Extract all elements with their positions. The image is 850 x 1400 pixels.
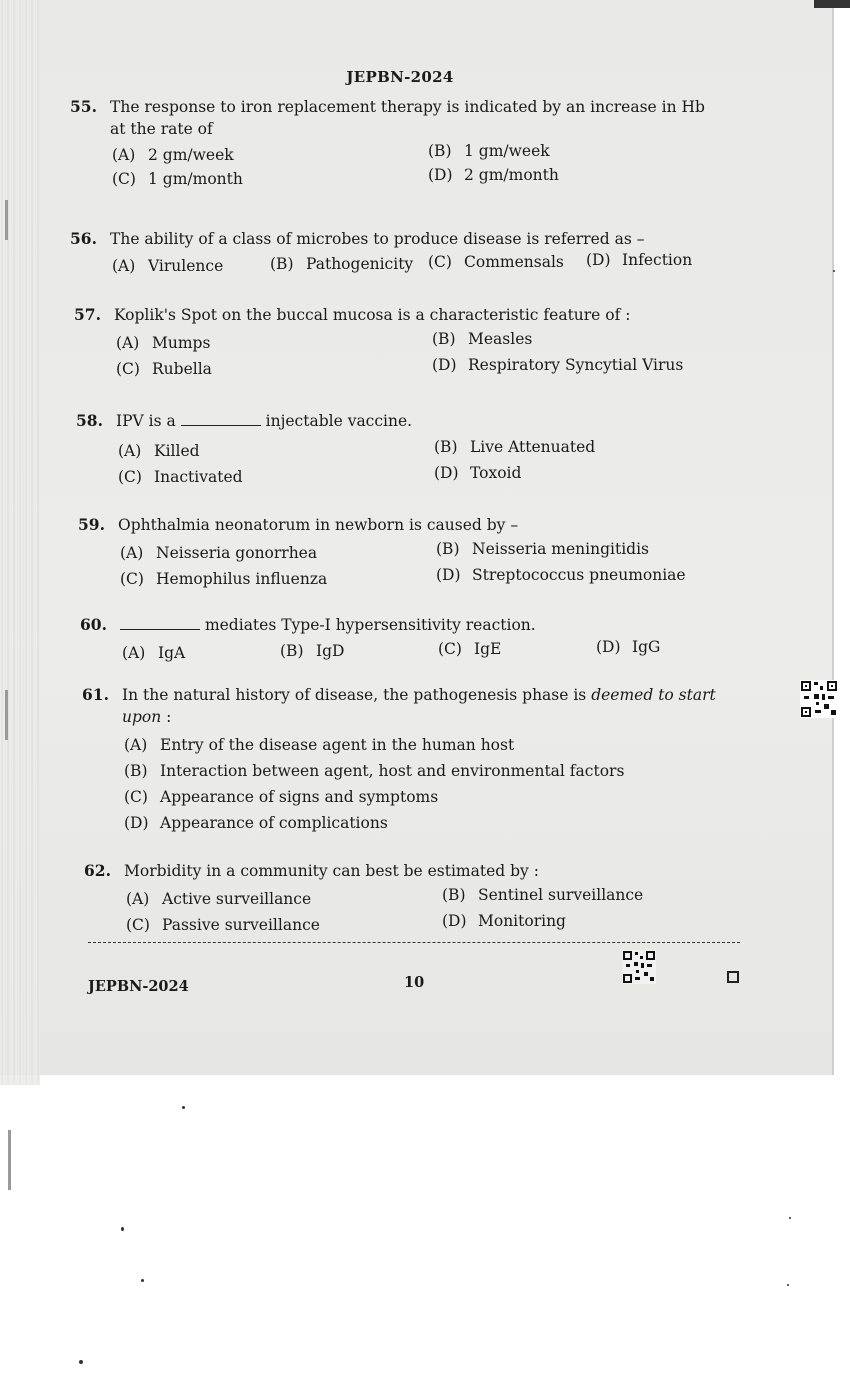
question-number: 58. [76, 411, 103, 430]
question-58 [76, 410, 736, 490]
question-number: 61. [82, 685, 109, 704]
option-b: (B) Sentinel surveillance [442, 886, 644, 904]
question-text: IPV is a injectable vaccine. [116, 412, 413, 430]
option-c: (C) Passive surveillance [126, 916, 320, 934]
option-c: (C) 1 gm/month [112, 170, 243, 188]
question-60 [80, 614, 740, 668]
question-number: 55. [70, 97, 97, 116]
scan-speck [182, 1106, 185, 1109]
option-d: (D) Infection [586, 251, 693, 269]
question-number: 59. [78, 515, 105, 534]
option-a: (A) Active surveillance [126, 890, 312, 908]
scan-speck [833, 270, 835, 272]
option-a: (A) Virulence [112, 257, 224, 275]
option-a: (A) Mumps [116, 334, 211, 352]
option-b: (B) Pathogenicity [270, 255, 414, 273]
question-56 [70, 228, 730, 281]
scan-speck [789, 1217, 791, 1219]
option-b: (B) Live Attenuated [434, 438, 596, 456]
question-number: 56. [70, 229, 97, 248]
question-text: Morbidity in a community can best be estimated by : [124, 862, 539, 880]
footer-divider [88, 942, 740, 943]
binder-mark [5, 200, 8, 240]
scan-speck [141, 1279, 144, 1282]
question-number: 60. [80, 615, 107, 634]
scan-speck [121, 1227, 124, 1231]
question-57 [74, 304, 734, 384]
scan-speck [79, 1360, 83, 1364]
option-b: (B) Interaction between agent, host and environmental factors [124, 762, 625, 780]
corner-scan-mark [814, 0, 850, 8]
option-c: (C) Appearance of signs and symptoms [124, 788, 439, 806]
option-d: (D) 2 gm/month [428, 166, 559, 184]
qr-code-icon [622, 950, 656, 984]
option-a: (A) Killed [118, 442, 200, 460]
question-59 [78, 514, 738, 594]
option-c: (C) Inactivated [118, 468, 243, 486]
option-d: (D) Monitoring [442, 912, 566, 930]
question-text: The response to iron replacement therapy is indicated by an increase in Hb at the rate of [110, 98, 705, 138]
question-text: Koplik's Spot on the buccal mucosa is a characteristic feature of : [114, 306, 631, 324]
page-title: JEPBN-2024 [346, 68, 454, 86]
option-b: (B) Neisseria meningitidis [436, 540, 650, 558]
question-text: Ophthalmia neonatorum in newborn is caused by – [118, 516, 519, 534]
option-b: (B) Measles [432, 330, 533, 348]
option-d: (D) Appearance of complications [124, 814, 388, 832]
question-number: 62. [84, 861, 111, 880]
option-d: (D) Toxoid [434, 464, 522, 482]
option-d: (D) Streptococcus pneumoniae [436, 566, 686, 584]
option-d: (D) IgG [596, 638, 661, 656]
option-c: (C) Commensals [428, 253, 564, 271]
question-62 [84, 860, 744, 940]
option-c: (C) Hemophilus influenza [120, 570, 328, 588]
binder-mark [5, 690, 8, 740]
scan-speck [787, 1284, 789, 1286]
answer-blank [120, 615, 200, 630]
answer-blank [181, 411, 261, 426]
question-number: 57. [74, 305, 101, 324]
binder-mark [8, 1130, 11, 1190]
registration-mark [727, 971, 739, 983]
option-a: (A) Entry of the disease agent in the human host [124, 736, 515, 754]
page-stack-edge [0, 0, 40, 1085]
question-61 [82, 684, 742, 840]
footer-exam-code: JEPBN-2024 [88, 978, 189, 995]
question-text: mediates Type-I hypersensitivity reaction. [120, 614, 740, 636]
option-c: (C) IgE [438, 640, 502, 658]
option-a: (A) Neisseria gonorrhea [120, 544, 318, 562]
option-a: (A) 2 gm/week [112, 146, 234, 164]
option-b: (B) 1 gm/week [428, 142, 550, 160]
page-number: 10 [404, 974, 425, 991]
question-55 [70, 96, 730, 198]
option-b: (B) IgD [280, 642, 345, 660]
option-a: (A) IgA [122, 644, 186, 662]
question-text: The ability of a class of microbes to produce disease is referred as – [110, 230, 645, 248]
question-text: In the natural history of disease, the pathogenesis phase is deemed to start upon : [122, 686, 716, 726]
option-d: (D) Respiratory Syncytial Virus [432, 356, 684, 374]
option-c: (C) Rubella [116, 360, 212, 378]
qr-code-icon [800, 680, 838, 718]
